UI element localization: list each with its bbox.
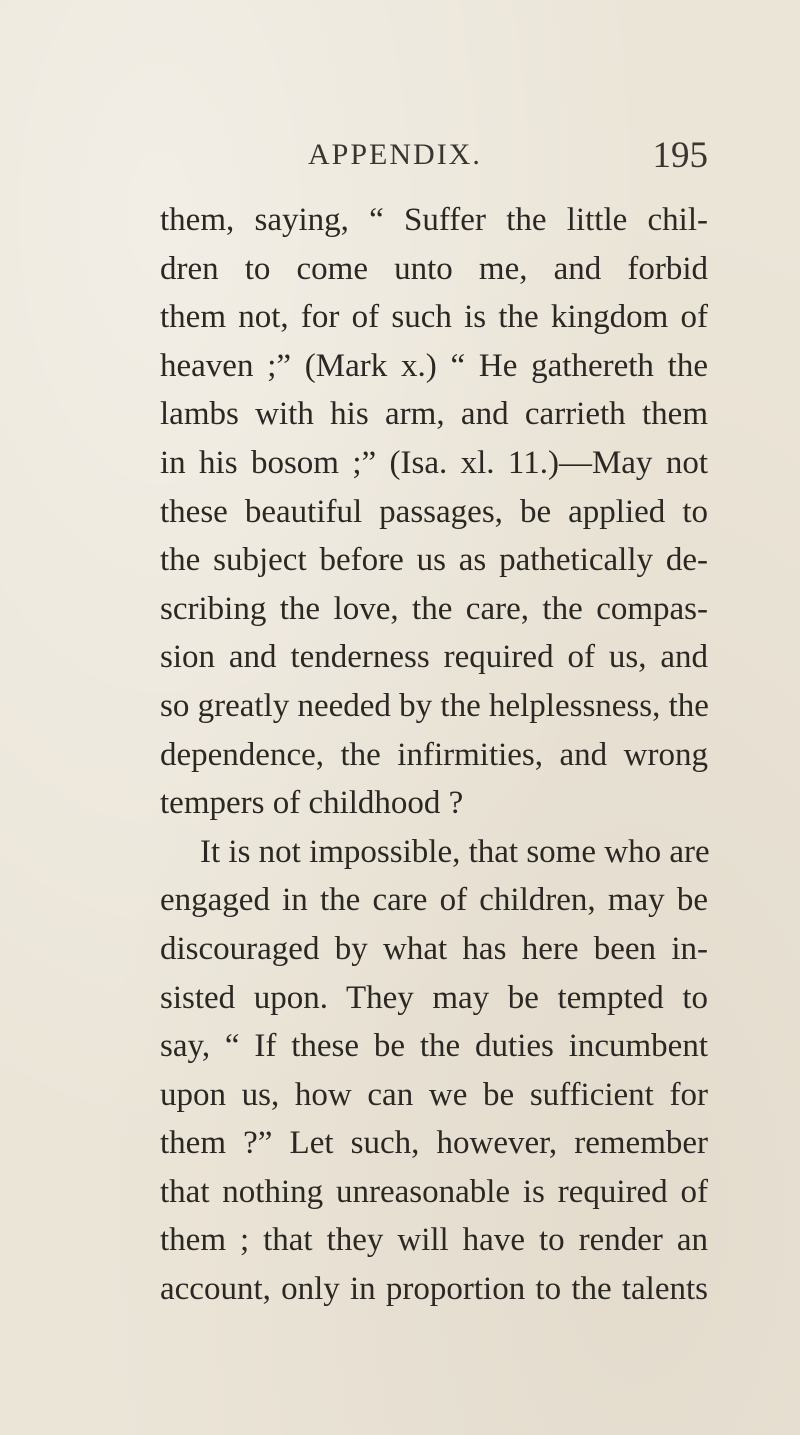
- text-line-18: say, “ If these be the duties incumbent: [160, 1028, 708, 1065]
- text-line-20: them ?” Let such, however, remember: [160, 1125, 708, 1162]
- text-line-3: them not, for of such is the kingdom of: [160, 299, 708, 336]
- text-line-13: tempers of childhood ?: [160, 785, 464, 822]
- text-line-14: It is not impossible, that some who are: [200, 833, 710, 870]
- text-line-1: them, saying, “ Suffer the little chil-: [160, 202, 708, 238]
- text-line-17: sisted upon. They may be tempted to: [160, 979, 708, 1016]
- text-line-12: dependence, the infirmities, and wrong: [160, 736, 708, 773]
- text-line-10: sion and tenderness required of us, and: [160, 639, 708, 676]
- text-line-15: engaged in the care of children, may be: [160, 882, 708, 919]
- body-text: [160, 196, 708, 1314]
- text-line-6: in his bosom ;” (Isa. xl. 11.)—May not: [160, 444, 708, 481]
- text-line-23: account, only in proportion to the talents: [160, 1271, 708, 1308]
- text-line-4: heaven ;” (Mark x.) “ He gathereth the: [160, 347, 708, 384]
- running-head: [160, 135, 708, 178]
- text-line-2: dren to come unto me, and forbid: [160, 250, 708, 287]
- text-line-22: them ; that they will have to render an: [160, 1222, 708, 1259]
- text-line-8: the subject before us as pathetically de-: [160, 542, 708, 579]
- running-head-title: APPENDIX.: [308, 138, 482, 171]
- text-line-5: lambs with his arm, and carrieth them: [160, 396, 708, 433]
- text-line-21: that nothing unreasonable is required of: [160, 1173, 708, 1210]
- text-line-9: scribing the love, the care, the compas-: [160, 590, 708, 627]
- text-line-19: upon us, how can we be sufficient for: [160, 1076, 708, 1113]
- text-line-7: these beautiful passages, be applied to: [160, 493, 708, 530]
- text-line-11: so greatly needed by the helplessness, the: [160, 687, 709, 724]
- page-number: 195: [652, 135, 708, 176]
- text-line-16: discouraged by what has here been in-: [160, 930, 708, 967]
